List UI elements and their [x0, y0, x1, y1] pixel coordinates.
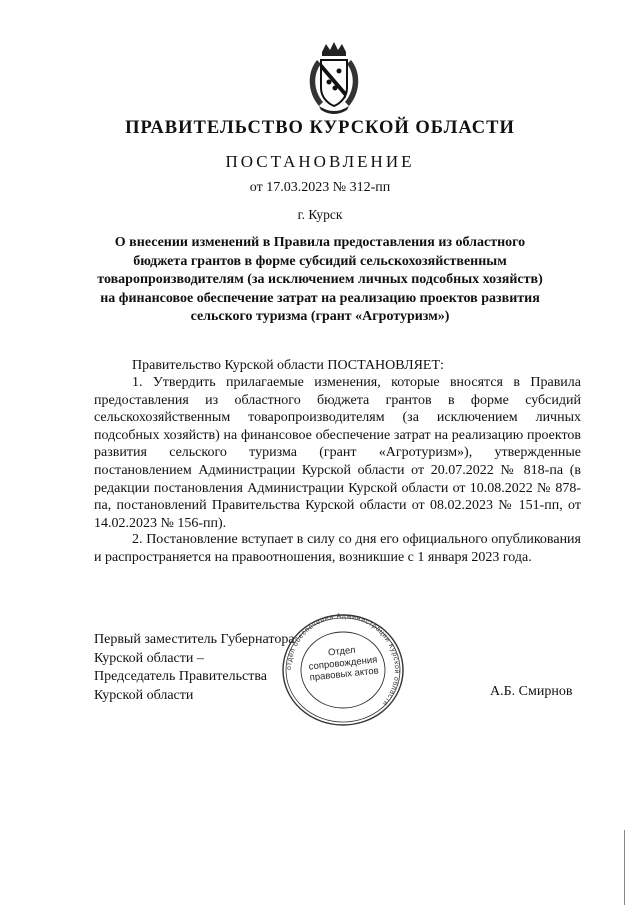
signatory-title: [94, 631, 295, 705]
document-subject: О внесении изменений в Правила предоставления из областного бюджета грантов в форме субсидий сельскохозяйственным товаропроизводителям (за исключением личных подсобных хозяйств) на финансовое обеспечение затрат на реализацию проектов развития сельского туризма (грант «Агротуризм»): [97, 235, 543, 324]
signatory-line: Первый заместитель Губернатора: [94, 632, 295, 647]
signatory-line: Председатель Правительства: [94, 669, 267, 684]
paragraph-2: 2. Постановление вступает в силу со дня его официального опубликования и распространяется на правоотношения, возникшие с 1 января 2023 года.: [94, 532, 581, 565]
kursk-coat-of-arms-icon: [305, 42, 363, 116]
document-type: ПОСТАНОВЛЕНИЕ: [225, 152, 415, 171]
signatory-line: Курской области: [94, 687, 194, 703]
stamp-ring-text: отдел обеспечения Администрации Курской области: [285, 612, 401, 708]
stamp-center-text: Отдел сопровождения правовых актов: [308, 644, 380, 684]
intro-paragraph: Правительство Курской области ПОСТАНОВЛЯЕТ:: [132, 358, 444, 373]
signatory-name: А.Б. Смирнов: [490, 684, 573, 699]
signatory-line: Курской области –: [94, 650, 204, 666]
scan-edge-line: [624, 830, 625, 905]
document-city: г. Курск: [297, 207, 343, 222]
document-date-number: от 17.03.2023 № 312-пп: [249, 180, 391, 195]
paragraph-1: 1. Утвердить прилагаемые изменения, которые вносятся в Правила предоставления из областного бюджета грантов в форме субсидий сельскохозяйственным товаропроизводителям (за исключением личных подсобных хозяйств) на финансовое обеспечение затрат на реализацию проектов развития сельского туризма (грант «Агротуризм»), утвержденные постановлением Администрации Курской области от 20.07.2022 № 818-па (в редакции постановления Администрации Курской области от 10.08.2022 № 878-па, постановлений Правительства Курской области от 08.02.2023 № 151-пп, от 14.02.2023 № 156-пп).: [94, 375, 581, 531]
government-title: ПРАВИТЕЛЬСТВО КУРСКОЙ ОБЛАСТИ: [125, 118, 515, 138]
